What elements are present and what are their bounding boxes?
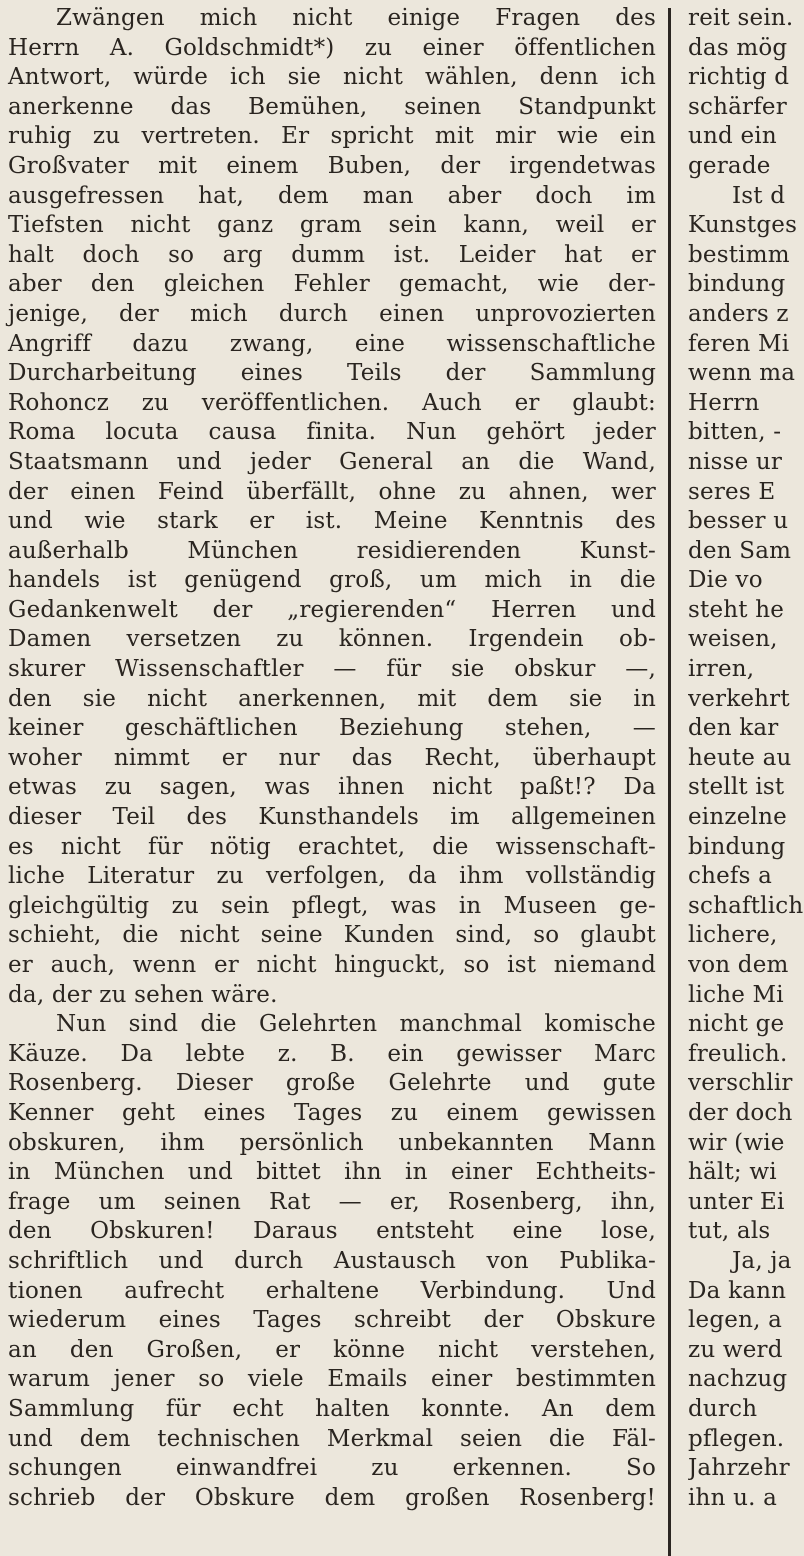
text-line: Ist d <box>732 182 786 209</box>
text-line: Sammlung für echt halten konnte. An dem <box>8 1395 656 1422</box>
text-line: bindung <box>688 833 786 860</box>
text-line: Damen versetzen zu können. Irgendein ob- <box>8 626 656 653</box>
text-line: außerhalb München residierenden Kunst- <box>8 537 656 564</box>
text-line: Großvater mit einem Buben, der irgendetwas <box>8 152 656 179</box>
text-line: chefs a <box>688 863 773 890</box>
text-line: obskuren, ihm persönlich unbekannten Mann <box>8 1129 656 1156</box>
text-line: schaftlich <box>688 892 804 919</box>
text-line: unter Ei <box>688 1188 785 1215</box>
text-line: Roma locuta causa finita. Nun gehört jeder <box>8 419 656 446</box>
text-line: durch <box>688 1395 758 1422</box>
text-line: heute au <box>688 744 792 771</box>
text-line: wiederum eines Tages schreibt der Obskure <box>8 1307 656 1334</box>
text-line: feren Mi <box>688 330 790 357</box>
text-line: etwas zu sagen, was ihnen nicht paßt!? Da <box>8 774 656 801</box>
text-line: seres E <box>688 478 776 505</box>
text-line: Tiefsten nicht ganz gram sein kann, weil er <box>8 212 656 239</box>
text-line: er auch, wenn er nicht hinguckt, so ist niemand <box>8 952 656 978</box>
text-line: Kenner geht eines Tages zu einem gewissen <box>8 1099 656 1126</box>
text-line: Zwängen mich nicht einige Fragen des <box>56 5 656 31</box>
text-line: besser u <box>688 508 789 535</box>
text-line: ihn u. a <box>688 1484 778 1511</box>
text-line: wir (wie <box>688 1129 785 1156</box>
text-line: gleichgültig zu sein pflegt, was in Museen ge- <box>8 892 656 919</box>
text-line: schriftlich und durch Austausch von Publika- <box>8 1247 656 1274</box>
text-line: liche Literatur zu verfolgen, da ihm vollständig <box>8 863 656 890</box>
text-line: Ja, ja <box>732 1247 792 1274</box>
text-line: verschlir <box>688 1070 793 1097</box>
text-line: ausgefressen hat, dem man aber doch im <box>8 182 656 209</box>
text-line: schieht, die nicht seine Kunden sind, so glaubt <box>8 922 656 949</box>
text-line: hält; wi <box>688 1159 777 1186</box>
text-line: Durcharbeitung eines Teils der Sammlung <box>8 360 656 387</box>
text-line: den sie nicht anerkennen, mit dem sie in <box>8 685 656 712</box>
text-line: bindung <box>688 271 786 298</box>
text-line: skurer Wissenschaftler — für sie obskur —, <box>8 656 656 683</box>
text-line: weisen, <box>688 626 778 653</box>
text-line: warum jener so viele Emails einer bestimmten <box>8 1366 656 1393</box>
text-line: an den Großen, er könne nicht verstehen, <box>8 1336 656 1363</box>
text-line: legen, a <box>688 1307 783 1334</box>
text-line: Käuze. Da lebte z. B. ein gewisser Marc <box>8 1040 656 1067</box>
text-line: anders z <box>688 300 789 327</box>
text-line: in München und bittet ihn in einer Echtheits- <box>8 1159 656 1186</box>
text-line: liche Mi <box>688 981 784 1008</box>
text-line: freulich. <box>688 1040 788 1067</box>
text-line: verkehrt <box>688 685 790 712</box>
text-line: aber den gleichen Fehler gemacht, wie der- <box>8 271 656 298</box>
text-line: tionen aufrecht erhaltene Verbindung. Und <box>8 1277 656 1304</box>
text-line: woher nimmt er nur das Recht, überhaupt <box>8 744 656 771</box>
text-line: pflegen. <box>688 1425 785 1452</box>
text-line: keiner geschäftlichen Beziehung stehen, — <box>8 715 656 742</box>
text-line: der einen Feind überfällt, ohne zu ahnen, wer <box>8 478 656 505</box>
text-line: Angriff dazu zwang, eine wissenschaftliche <box>8 330 656 357</box>
text-line: schrieb der Obskure dem großen Rosenberg! <box>8 1484 656 1511</box>
text-line: da, der zu sehen wäre. <box>8 981 278 1008</box>
text-line: Gedankenwelt der „regierenden“ Herren und <box>8 596 656 623</box>
text-line: reit sein. <box>688 5 794 31</box>
text-line: bitten, - <box>688 419 782 446</box>
text-line: richtig d <box>688 64 790 91</box>
text-line: jenige, der mich durch einen unprovozierten <box>8 300 656 327</box>
text-line: Da kann <box>688 1277 787 1304</box>
text-line: schärfer <box>688 93 787 120</box>
text-line: wenn ma <box>688 360 796 387</box>
text-line: bestimm <box>688 241 790 268</box>
text-line: irren, <box>688 656 755 683</box>
text-line: stellt ist <box>688 774 785 801</box>
text-line: das mög <box>688 34 788 61</box>
text-line: Staatsmann und jeder General an die Wand, <box>8 448 656 475</box>
column-divider <box>668 8 671 1556</box>
text-line: Herrn A. Goldschmidt*) zu einer öffentlichen <box>8 34 656 61</box>
text-line: Kunstges <box>688 212 798 239</box>
text-line: lichere, <box>688 922 778 949</box>
text-line: den Sam <box>688 537 792 564</box>
text-line: nisse ur <box>688 448 783 475</box>
text-line: schungen einwandfrei zu erkennen. So <box>8 1455 656 1482</box>
text-line: nachzug <box>688 1366 788 1393</box>
text-line: Rosenberg. Dieser große Gelehrte und gute <box>8 1070 656 1097</box>
text-line: nicht ge <box>688 1011 785 1038</box>
text-line: Herrn <box>688 389 760 416</box>
text-line: den Obskuren! Daraus entsteht eine lose, <box>8 1218 656 1245</box>
text-line: Jahrzehr <box>688 1455 790 1482</box>
text-line: Rohoncz zu veröffentlichen. Auch er glaubt: <box>8 389 656 416</box>
text-line: frage um seinen Rat — er, Rosenberg, ihn, <box>8 1188 656 1215</box>
text-line: der doch <box>688 1099 793 1126</box>
text-line: halt doch so arg dumm ist. Leider hat er <box>8 241 656 268</box>
right-text-column <box>688 4 804 1513</box>
text-line: steht he <box>688 596 785 623</box>
text-line: Nun sind die Gelehrten manchmal komische <box>56 1011 656 1038</box>
text-line: ruhig zu vertreten. Er spricht mit mir wie ein <box>8 123 656 150</box>
text-line: Antwort, würde ich sie nicht wählen, denn ich <box>8 64 656 91</box>
text-line: und dem technischen Merkmal seien die Fäl- <box>8 1425 656 1452</box>
text-line: tut, als <box>688 1218 771 1245</box>
text-line: einzelne <box>688 804 787 831</box>
text-line: dieser Teil des Kunsthandels im allgemeinen <box>8 804 656 831</box>
text-line: handels ist genügend groß, um mich in die <box>8 567 656 594</box>
left-text-column <box>8 4 656 1513</box>
text-line: es nicht für nötig erachtet, die wissenschaft- <box>8 833 656 860</box>
text-line: von dem <box>688 952 789 978</box>
text-line: den kar <box>688 715 779 742</box>
text-line: gerade <box>688 152 771 179</box>
text-line: und ein <box>688 123 777 150</box>
text-line: anerkenne das Bemühen, seinen Standpunkt <box>8 93 656 120</box>
text-line: und wie stark er ist. Meine Kenntnis des <box>8 508 656 535</box>
text-line: zu werd <box>688 1336 783 1363</box>
text-line: Die vo <box>688 567 763 594</box>
